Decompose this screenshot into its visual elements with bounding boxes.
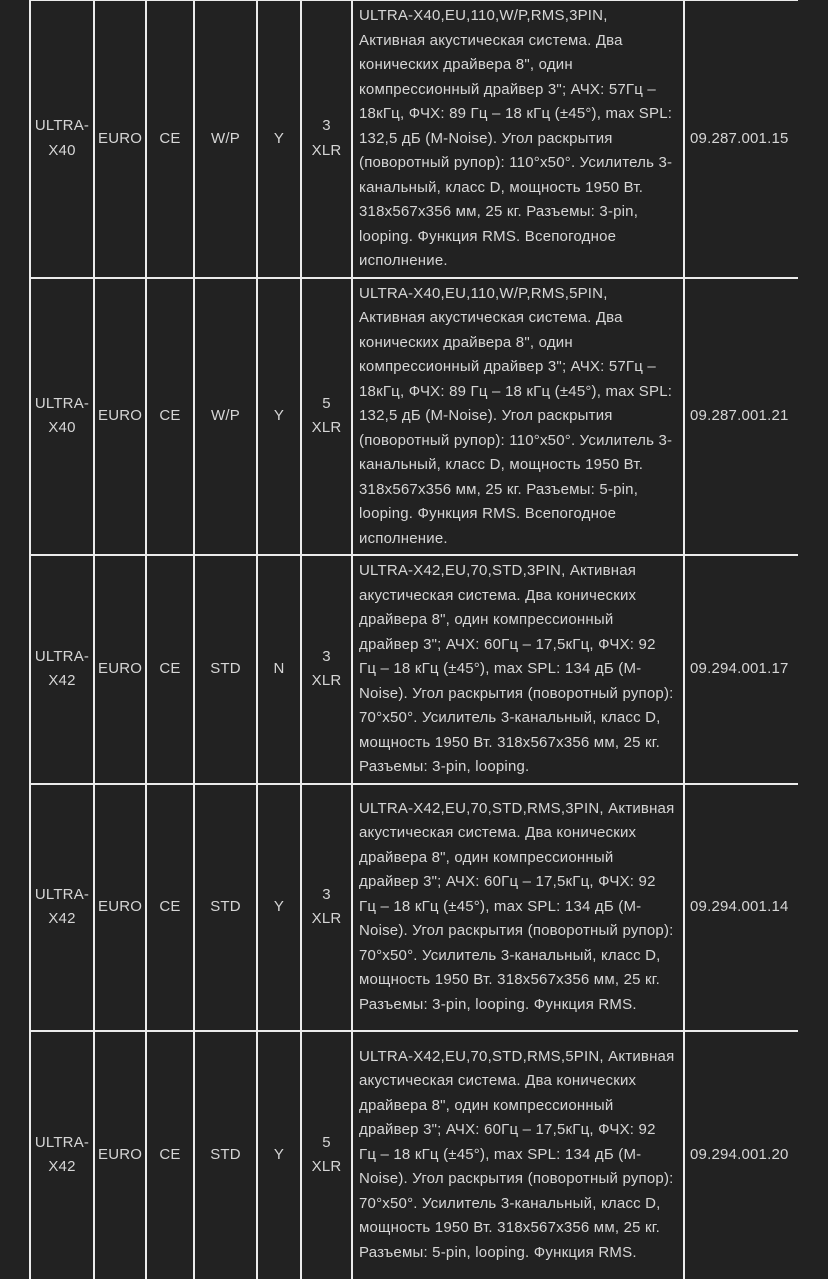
table-row [30, 278, 798, 556]
market-cell: EURO [94, 1031, 146, 1279]
connector-cell: 3 XLR [301, 555, 352, 784]
market-cell: EURO [94, 278, 146, 556]
version-cell: STD [194, 1031, 257, 1279]
rms-flag-cell: Y [257, 1031, 301, 1279]
version-cell: W/P [194, 0, 257, 278]
part-number-cell: 09.287.001.15 [684, 0, 798, 278]
market-cell: EURO [94, 555, 146, 784]
version-cell: STD [194, 784, 257, 1031]
products-table [29, 0, 798, 1279]
connector-cell: 3 XLR [301, 784, 352, 1031]
table-row [30, 1031, 798, 1279]
description-cell: ULTRA-X42,EU,70,STD,3PIN, Активная акустическая система. Два конических драйвера 8", один компрессионный драйвер 3"; АЧХ: 60Гц – 17,5кГц, ФЧХ: 92 Гц – 18 кГц (±45°), max SPL: 134 дБ (M-Noise). Угол раскрытия (поворотный рупор): 70°х50°. Усилитель 3-канальный, класс D, мощность 1950 Вт. 318х567х356 мм, 25 кг. Разъемы: 3-pin, looping. [352, 555, 684, 784]
model-cell: ULTRA-X42 [30, 1031, 94, 1279]
rms-flag-cell: Y [257, 784, 301, 1031]
part-number-cell: 09.294.001.14 [684, 784, 798, 1031]
version-cell: W/P [194, 278, 257, 556]
cert-cell: CE [146, 0, 194, 278]
version-cell: STD [194, 555, 257, 784]
description-cell: ULTRA-X40,EU,110,W/P,RMS,5PIN, Активная акустическая система. Два конических драйвера 8", один компрессионный драйвер 3"; АЧХ: 57Гц – 18кГц, ФЧХ: 89 Гц – 18 кГц (±45°), max SPL: 132,5 дБ (M-Noise). Угол раскрытия (поворотный рупор): 110°х50°. Усилитель 3-канальный, класс D, мощность 1950 Вт. 318х567х356 мм, 25 кг. Разъемы: 5-pin, looping. Функция RMS. Всепогодное исполнение. [352, 278, 684, 556]
description-cell: ULTRA-X42,EU,70,STD,RMS,3PIN, Активная акустическая система. Два конических драйвера 8", один компрессионный драйвер 3"; АЧХ: 60Гц – 17,5кГц, ФЧХ: 92 Гц – 18 кГц (±45°), max SPL: 134 дБ (M-Noise). Угол раскрытия (поворотный рупор): 70°х50°. Усилитель 3-канальный, класс D, мощность 1950 Вт. 318х567х356 мм, 25 кг. Разъемы: 3-pin, looping. Функция RMS. [352, 784, 684, 1031]
rms-flag-cell: Y [257, 278, 301, 556]
model-cell: ULTRA-X40 [30, 0, 94, 278]
market-cell: EURO [94, 784, 146, 1031]
connector-cell: 3 XLR [301, 0, 352, 278]
connector-cell: 5 XLR [301, 278, 352, 556]
cert-cell: CE [146, 278, 194, 556]
table-row [30, 0, 798, 278]
rms-flag-cell: Y [257, 0, 301, 278]
connector-cell: 5 XLR [301, 1031, 352, 1279]
description-cell: ULTRA-X42,EU,70,STD,RMS,5PIN, Активная акустическая система. Два конических драйвера 8", один компрессионный драйвер 3"; АЧХ: 60Гц – 17,5кГц, ФЧХ: 92 Гц – 18 кГц (±45°), max SPL: 134 дБ (M-Noise). Угол раскрытия (поворотный рупор): 70°х50°. Усилитель 3-канальный, класс D, мощность 1950 Вт. 318х567х356 мм, 25 кг. Разъемы: 5-pin, looping. Функция RMS. [352, 1031, 684, 1279]
cert-cell: CE [146, 555, 194, 784]
model-cell: ULTRA-X40 [30, 278, 94, 556]
part-number-cell: 09.294.001.20 [684, 1031, 798, 1279]
table-row [30, 784, 798, 1031]
part-number-cell: 09.287.001.21 [684, 278, 798, 556]
cert-cell: CE [146, 1031, 194, 1279]
model-cell: ULTRA-X42 [30, 784, 94, 1031]
cert-cell: CE [146, 784, 194, 1031]
rms-flag-cell: N [257, 555, 301, 784]
part-number-cell: 09.294.001.17 [684, 555, 798, 784]
model-cell: ULTRA-X42 [30, 555, 94, 784]
market-cell: EURO [94, 0, 146, 278]
table-row [30, 555, 798, 784]
description-cell: ULTRA-X40,EU,110,W/P,RMS,3PIN, Активная акустическая система. Два конических драйвера 8", один компрессионный драйвер 3"; АЧХ: 57Гц – 18кГц, ФЧХ: 89 Гц – 18 кГц (±45°), max SPL: 132,5 дБ (M-Noise). Угол раскрытия (поворотный рупор): 110°х50°. Усилитель 3-канальный, класс D, мощность 1950 Вт. 318х567х356 мм, 25 кг. Разъемы: 3-pin, looping. Функция RMS. Всепогодное исполнение. [352, 0, 684, 278]
